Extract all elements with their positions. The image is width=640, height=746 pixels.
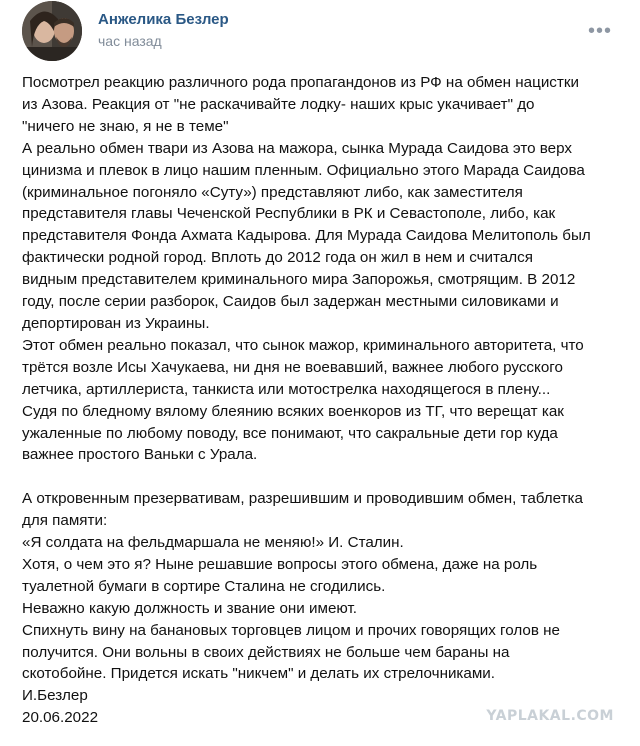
post-text-line: депортирован из Украины. xyxy=(22,314,210,332)
more-dots-icon[interactable]: ••• xyxy=(587,20,612,42)
post-text-line: И.Безлер xyxy=(22,687,88,705)
post-text-line: Судя по бледному вялому блеянию всяких военкоров из ТГ, что верещат как xyxy=(22,402,564,420)
post-text-line: для памяти: xyxy=(22,512,108,530)
avatar[interactable] xyxy=(22,1,82,61)
post-text-line: получится. Они вольны в своих действиях не больше чем бараны на xyxy=(22,643,510,661)
post-text-line: Этот обмен реально показал, что сынок мажор, криминального авторитета, что xyxy=(22,336,584,354)
post-text-line: фактически родной город. Вплоть до 2012 года он жил в нем и считался xyxy=(22,249,533,267)
author-name[interactable]: Анжелика Безлер xyxy=(98,11,229,28)
post-text-line: скотобойне. Придется искать "никчем" и делать их стрелочниками. xyxy=(22,665,496,683)
post-text-line: из Азова. Реакция от "не раскачивайте лодку- наших крыс укачивает" до xyxy=(22,95,535,113)
post-text-line: Спихнуть вину на банановых торговцев лицом и прочих говорящих голов не xyxy=(22,621,560,639)
post-text-line: летчика, артиллериста, танкиста или мотострелка находящегося в плену... xyxy=(22,380,551,398)
post-text-line: видным представителем криминального мира Запорожья, смотрящим. В 2012 xyxy=(22,271,576,289)
post-text-line: представителя Фонда Ахмата Кадырова. Для Мурада Саидова Мелитополь был xyxy=(22,227,591,245)
post-text-line: А откровенным презервативам, разрешившим и проводившим обмен, таблетка xyxy=(22,490,583,508)
paragraph-gap xyxy=(22,466,622,488)
post-text-line: важнее простого Ваньки с Урала. xyxy=(22,446,258,464)
post-text-line: ужаленные по любому поводу, все понимают, что сакральные дети гор куда xyxy=(22,424,558,442)
post-text-line: (криминальное погоняло «Суту») представляют либо, как заместителя xyxy=(22,183,523,201)
post-text-line: Неважно какую должность и звание они имеют. xyxy=(22,599,357,617)
post-time[interactable]: час назад xyxy=(98,33,162,49)
post-text-line: "ничего не знаю, я не в теме" xyxy=(22,117,229,135)
post-text-line: 20.06.2022 xyxy=(22,709,99,727)
post-header xyxy=(22,0,618,62)
post-text-line: Посмотрел реакцию различного рода пропагандонов из РФ на обмен нацистки xyxy=(22,74,579,91)
avatar-photo-icon xyxy=(22,1,82,61)
post-text-line: представителя главы Чеченской Республики в РК и Севастополе, либо, как xyxy=(22,205,556,223)
post-text-line: туалетной бумаги в сортире Сталина не сгодились. xyxy=(22,577,386,595)
post-text-line: трётся возле Исы Хачукаева, ни дня не воевавший, важнее любого русского xyxy=(22,358,563,376)
post-text-line: году, после серии разборок, Саидов был задержан местными силовиками и xyxy=(22,293,559,311)
post-text xyxy=(22,72,622,729)
post-text-line: А реально обмен твари из Азова на мажора, сынка Мурада Саидова это верх xyxy=(22,139,572,157)
post-text-line: «Я солдата на фельдмаршала не меняю!» И. Сталин. xyxy=(22,534,404,552)
watermark-logo: YAPLAKAL.COM xyxy=(486,708,614,724)
post-text-line: цинизма и плевок в лицо нашим пленным. Официально этого Марада Саидова xyxy=(22,161,585,179)
post-text-line: Хотя, о чем это я? Ныне решавшие вопросы этого обмена, даже на роль xyxy=(22,555,538,573)
